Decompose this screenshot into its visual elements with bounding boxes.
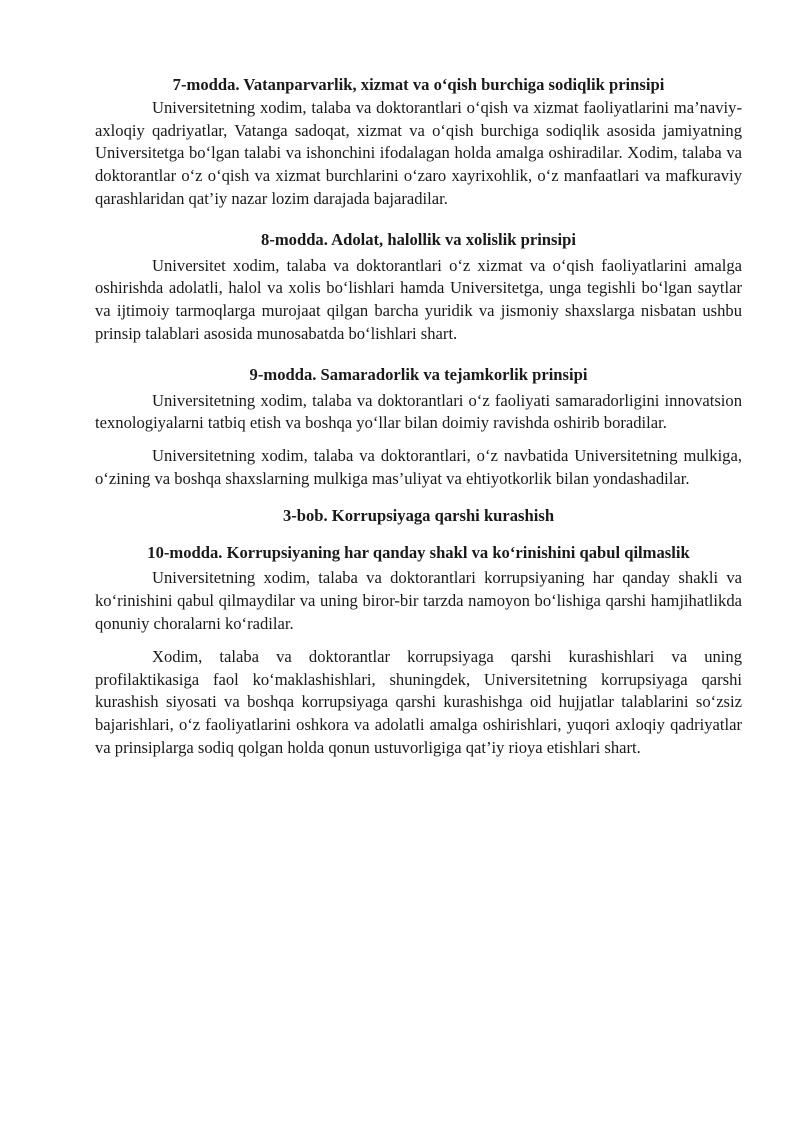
article-10-heading: 10-modda. Korrupsiyaning har qanday shakl va ko‘rinishini qabul qilmaslik <box>147 542 690 562</box>
chapter-3-heading: 3-bob. Korrupsiyaga qarshi kurashish <box>282 505 555 525</box>
article-7-paragraph-1: Universitetning xodim, talaba va doktorantlari o‘qish va xizmat faoliyatlarini ma’naviy-axloqiy qadriyatlar, Vatanga sadoqat, xizmat va o‘qish burchiga sodiqlik asosida jamiyatning Universitetga bo‘lgan talabi va ishonchini ifodalagan holda amalga oshiradilar. Xodim, talaba va doktorantlar o‘z o‘qish va xizmat burchlarini o‘zaro xayrixohlik, o‘z manfaatlari va mafkuraviy qarashlaridan qat’iy nazar lozim darajada bajaradilar. <box>95 97 742 208</box>
document-page <box>95 74 742 760</box>
article-9-paragraph-2: Universitetning xodim, talaba va doktorantlari, o‘z navbatida Universitetning mulkiga, o‘zining va boshqa shaxslarning mulkiga mas’uliyat va ehtiyotkorlik bilan yondashadilar. <box>95 446 742 488</box>
article-10-paragraph-1: Universitetning xodim, talaba va doktorantlari korrupsiyaning har qanday shakli va ko‘rinishini qabul qilmaydilar va uning biror-bir tarzda namoyon bo‘lishiga qarshi hamjihatlikda qonuniy choralarni ko‘radilar. <box>95 568 742 633</box>
article-8-paragraph-1: Universitet xodim, talaba va doktorantlari o‘z xizmat va o‘qish faoliyatlarini amalga oshirishda adolatli, halol va xolis bo‘lishlari hamda Universitetga, unga tegishli bo‘lgan saytlar va ijtimoiy tarmoqlarga murojaat qilgan barcha yuridik va jismoniy shaxslarga nisbatan ushbu prinsip talablari asosida munosabatda bo‘lishlari shart. <box>95 255 742 343</box>
article-7-heading: 7-modda. Vatanparvarlik, xizmat va o‘qish burchiga sodiqlik prinsipi <box>172 75 665 94</box>
article-9-heading: 9-modda. Samaradorlik va tejamkorlik prinsipi <box>249 364 588 384</box>
article-9-paragraph-1: Universitetning xodim, talaba va doktorantlari o‘z faoliyati samaradorligini innovatsion texnologiyalarni tatbiq etish va boshqa yo‘llar bilan doimiy ravishda oshirib boradilar. <box>95 390 742 433</box>
article-8-heading: 8-modda. Adolat, halollik va xolislik prinsipi <box>261 229 576 249</box>
article-10-paragraph-2: Xodim, talaba va doktorantlar korrupsiyaga qarshi kurashishlari va uning profilaktikasiga faol ko‘maklashishlari, shuningdek, Universitetning korrupsiyaga qarshi kurashish siyosati va boshqa korrupsiyaga qarshi kurashishga oid hujjatlar talablarini so‘zsiz bajarishlari, o‘z faoliyatlarini oshkora va adolatli amalga oshirishlari, yuqori axloqiy qadriyatlar va prinsiplarga sodiq qolgan holda qonun ustuvorligiga qat’iy rioya etishlari shart. <box>95 646 742 757</box>
